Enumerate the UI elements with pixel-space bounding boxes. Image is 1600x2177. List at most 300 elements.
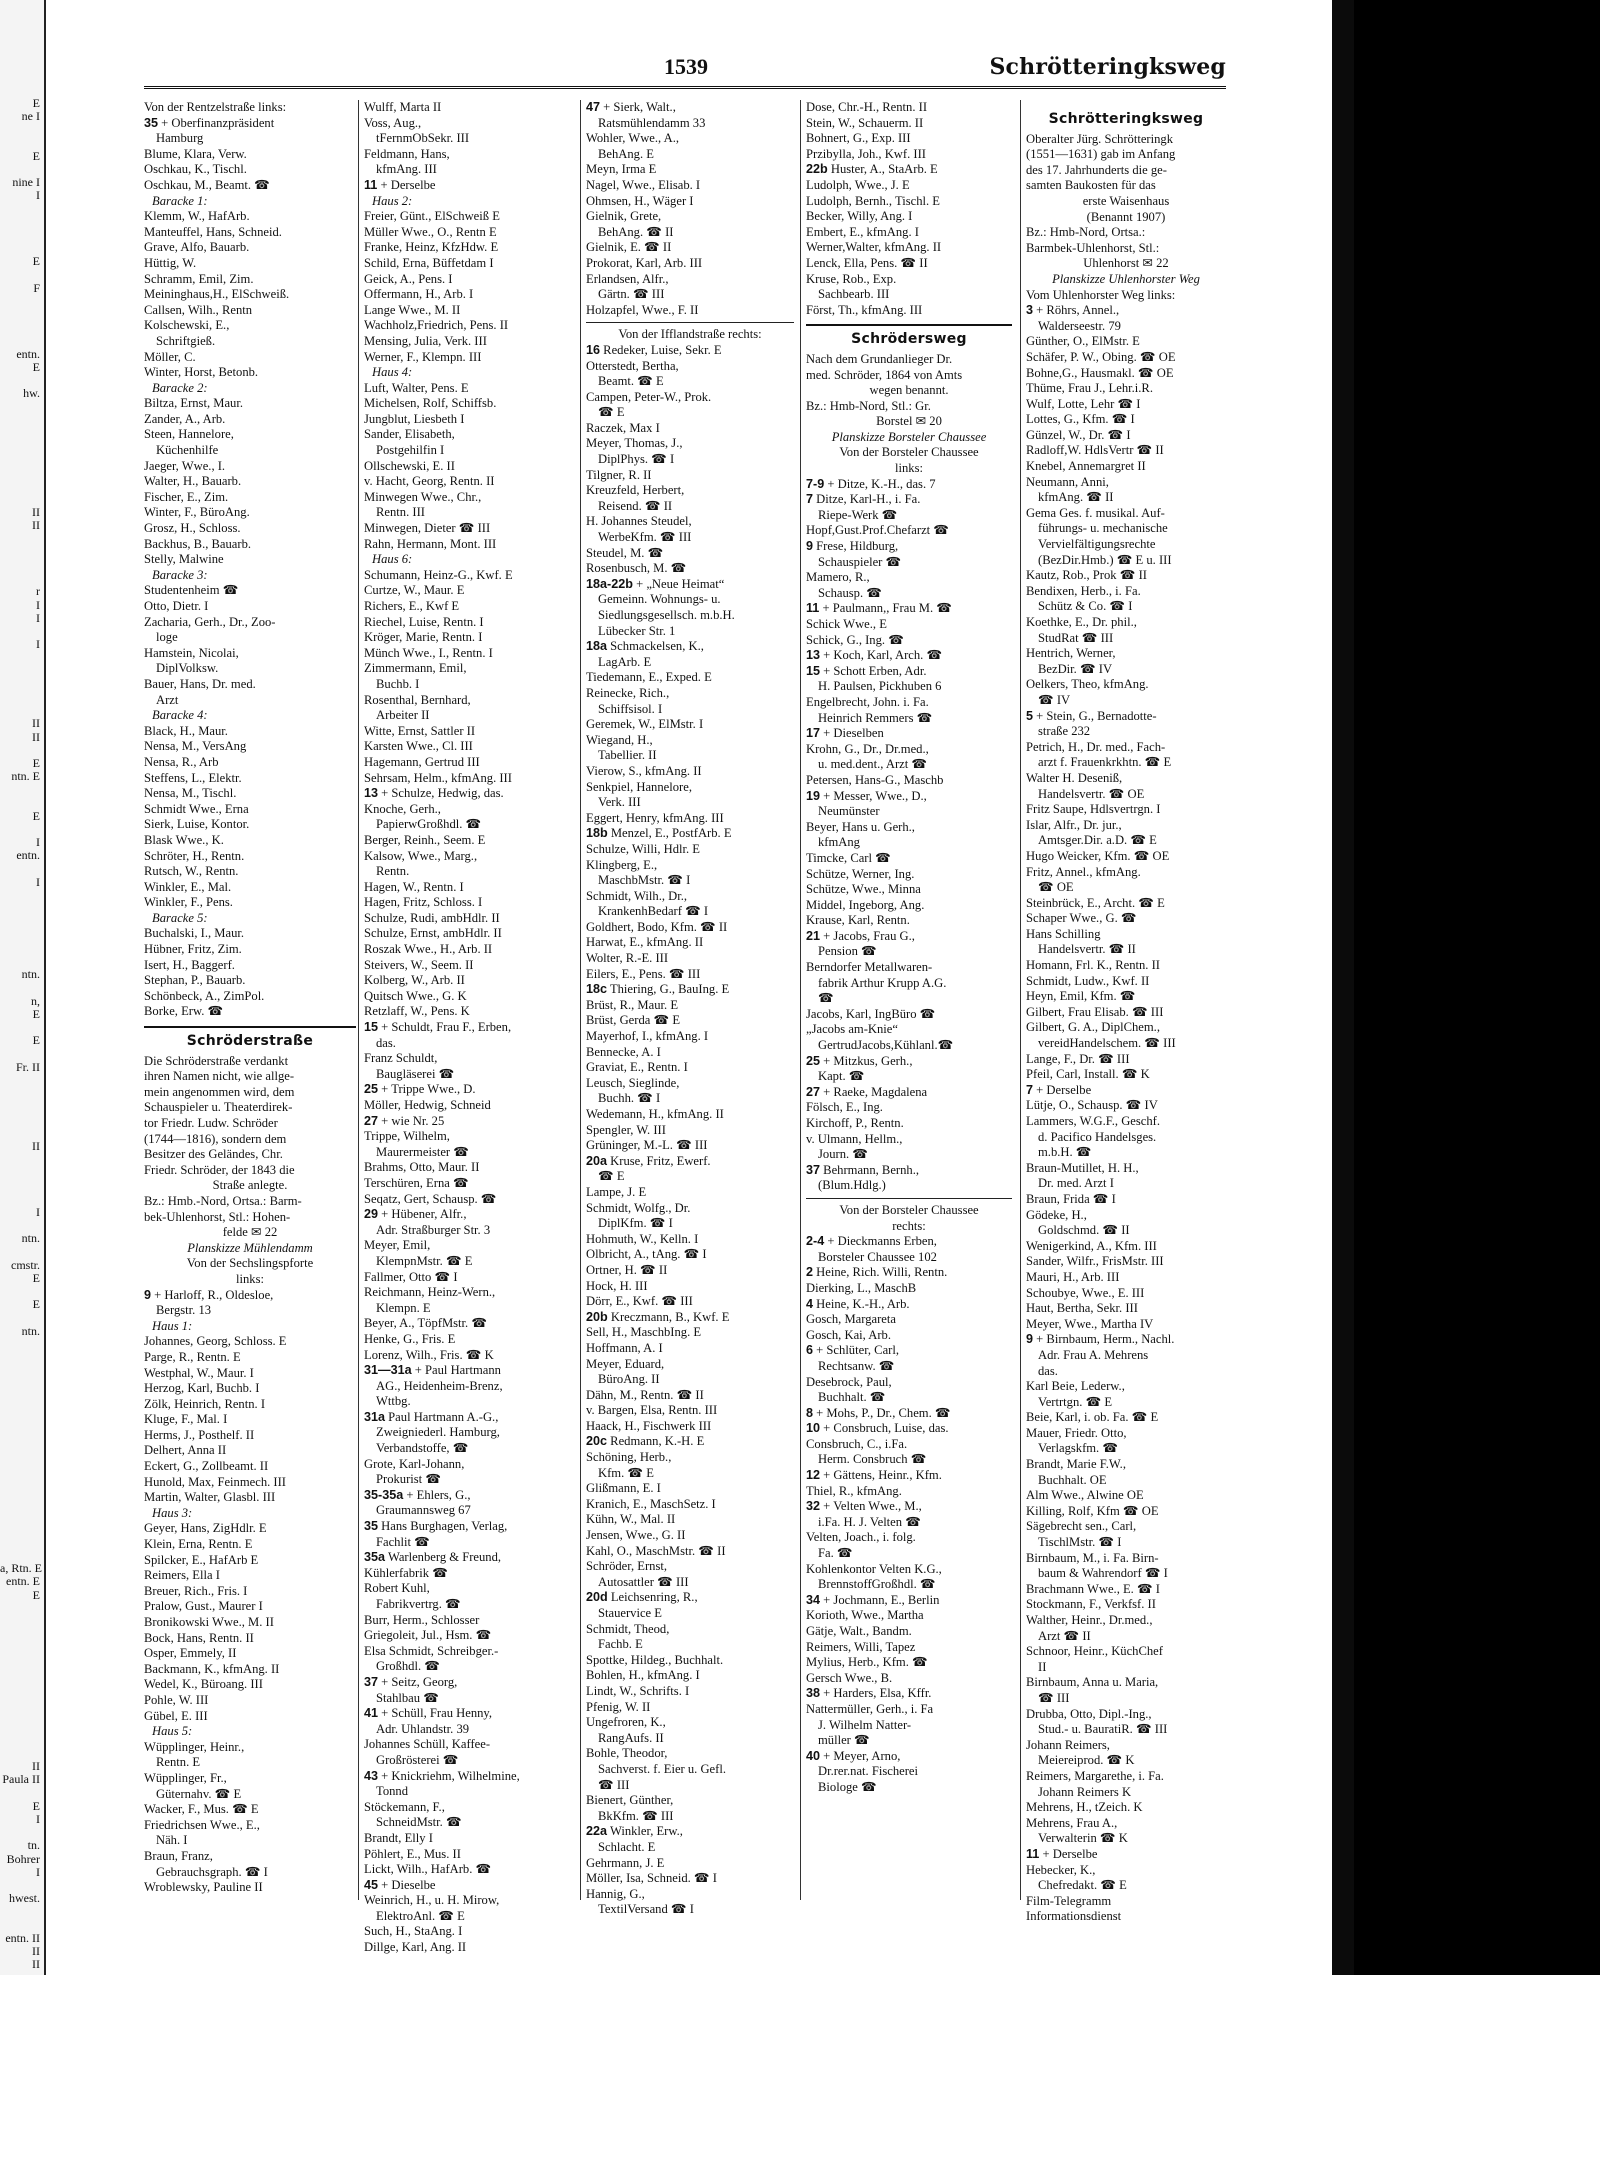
line-text: Behrmann, Bernh., [823, 1162, 920, 1177]
line-text: Herzog, Karl, Buchb. I [144, 1381, 260, 1396]
resident-line [806, 272, 1012, 288]
house-number: 15 [364, 1020, 379, 1035]
line-text: Reisend. ☎ II [598, 498, 673, 513]
house-number: 35 [144, 115, 159, 130]
resident-line [586, 131, 794, 147]
line-text: Warlenberg & Freund, [387, 1550, 502, 1565]
line-text: Birnbaum, M., i. Fa. Birn- [1026, 1550, 1159, 1565]
resident-line [586, 1700, 794, 1716]
house-entry [1026, 303, 1226, 319]
resident-line [364, 521, 572, 537]
resident-line [364, 1472, 572, 1488]
line-text: Fallmer, Otto ☎ I [364, 1269, 458, 1284]
line-text: Eckert, G., Zollbeamt. II [144, 1459, 269, 1474]
resident-line [364, 1893, 572, 1909]
line-text: Handelsvertr. ☎ OE [1038, 786, 1145, 801]
building-subheading [144, 1506, 356, 1522]
line-text: Braun-Mutillet, H. H., [1026, 1160, 1139, 1175]
resident-line [364, 1223, 572, 1239]
line-text: Fabrikvertrg. ☎ [376, 1597, 461, 1611]
resident-line [144, 724, 356, 740]
line-text: Pöhlert, E., Mus. II [364, 1846, 461, 1861]
resident-line [806, 1203, 1012, 1219]
fragment-text: a, Rtn. E [0, 1561, 42, 1576]
resident-line [586, 1201, 794, 1217]
line-text: Baracke 2: [152, 380, 208, 395]
line-text: Kolschewski, E., [144, 318, 230, 333]
house-entry [806, 492, 1012, 508]
resident-line [1026, 1005, 1226, 1021]
resident-line [586, 287, 794, 303]
resident-line [806, 1452, 1012, 1468]
resident-line [364, 1659, 572, 1675]
line-text: Wiegand, H., [586, 732, 653, 747]
line-text: Chefredakt. ☎ E [1038, 1878, 1127, 1893]
line-text: Fischer, E., Zim. [144, 489, 229, 504]
fragment-text: tn. [27, 1838, 40, 1853]
resident-line [1026, 1145, 1226, 1161]
line-text: ☎ IV [1038, 692, 1071, 707]
fragment-text: Fr. II [16, 1059, 40, 1074]
resident-line [586, 592, 794, 608]
resident-line [586, 209, 794, 225]
line-text: Dierking, L., MaschB [806, 1280, 917, 1295]
resident-line [144, 1178, 356, 1194]
line-text: Haus 6: [372, 552, 413, 567]
house-number: 38 [806, 1686, 821, 1701]
line-text: Fölsch, E., Ing. [806, 1100, 883, 1115]
line-text: Raczek, Max I [586, 420, 660, 435]
line-text: Johann Reimers K [1038, 1784, 1132, 1799]
resident-line [1026, 1816, 1226, 1832]
line-text: Richers, E., Kwf E [364, 599, 460, 613]
resident-line [364, 1129, 572, 1145]
line-text: Hagen, W., Rentn. I [364, 879, 464, 894]
house-number: 7-9 [806, 476, 825, 491]
scan-edge-fringe [1332, 0, 1354, 1975]
resident-line [144, 1599, 356, 1615]
resident-line [806, 617, 1012, 633]
resident-line [806, 570, 1012, 586]
line-text: Killing, Rolf, Kfm ☎ OE [1026, 1503, 1159, 1518]
line-text: Sägebrecht sen., Carl, [1026, 1519, 1137, 1534]
line-text: Schauspieler u. Theaterdirek- [144, 1100, 293, 1115]
resident-line [586, 889, 794, 905]
resident-line [806, 633, 1012, 649]
house-entry [806, 1593, 1012, 1609]
resident-line [586, 1216, 794, 1232]
resident-line [806, 586, 1012, 602]
line-text: KrankenhBedarf ☎ I [598, 904, 709, 919]
line-text: v. Ulmann, Hellm., [806, 1131, 903, 1146]
line-text: Tonnd [376, 1784, 409, 1799]
line-text: Koethke, E., Dr. phil., [1026, 615, 1137, 629]
line-text: Herm. Consbruch ☎ [818, 1452, 927, 1467]
line-text: Kühn, W., Mal. II [586, 1512, 676, 1527]
resident-line [1026, 1863, 1226, 1879]
resident-line [144, 1116, 356, 1132]
fragment-text: r [36, 584, 40, 599]
resident-line [806, 461, 1012, 477]
line-text: Kranich, E., MaschSetz. I [586, 1496, 716, 1511]
resident-line [144, 552, 356, 568]
line-text: Ditze, Karl-H., i. Fa. [816, 492, 921, 507]
line-text: Hohmuth, W., Kelln. I [586, 1231, 699, 1246]
resident-line [144, 1802, 356, 1818]
resident-line [364, 1332, 572, 1348]
house-number: 7 [1026, 1082, 1034, 1097]
resident-line [806, 1250, 1012, 1266]
resident-line [586, 686, 794, 702]
line-text: Bendixen, Herb., i. Fa. [1026, 583, 1141, 598]
line-text: Rechtsanw. ☎ [818, 1358, 895, 1373]
resident-line [364, 1924, 572, 1940]
resident-line [1026, 490, 1226, 506]
line-text: Winkler, F., Pens. [144, 895, 233, 910]
line-text: (Blum.Hdlg.) [818, 1178, 886, 1193]
line-text: Neumann, Anni, [1026, 474, 1109, 489]
resident-line [144, 958, 356, 974]
resident-line [364, 849, 572, 865]
resident-line [1026, 443, 1226, 459]
line-text: + Röhrs, Annel., [1036, 303, 1120, 318]
line-text: Kröger, Marie, Rentn. I [364, 630, 483, 645]
resident-line [806, 1608, 1012, 1624]
resident-line [144, 755, 356, 771]
resident-line [1026, 132, 1226, 148]
line-text: Hebecker, K., [1026, 1862, 1096, 1877]
resident-line [1026, 568, 1226, 584]
resident-line [586, 1232, 794, 1248]
house-entry [1026, 1332, 1226, 1348]
resident-line [364, 755, 572, 771]
line-text: Gielnik, Grete, [586, 209, 662, 224]
line-text: Planskizze Borsteler Chaussee [831, 429, 987, 444]
line-text: tor Friedr. Ludw. Schröder [144, 1116, 278, 1130]
resident-line [586, 272, 794, 288]
resident-line [144, 1568, 356, 1584]
resident-line [144, 505, 356, 521]
line-text: Mamero, R., [806, 570, 870, 585]
line-text: BehAng. ☎ II [598, 224, 674, 239]
resident-line [806, 1390, 1012, 1406]
line-text: Meyer, Eduard, [586, 1356, 665, 1371]
line-text: + Velten Wwe., M., [823, 1499, 922, 1514]
line-text: Haus 3: [152, 1505, 193, 1520]
fragment-text: hwest. [9, 1891, 40, 1906]
resident-line [586, 561, 794, 577]
house-entry [806, 1163, 1012, 1179]
resident-line [1026, 1675, 1226, 1691]
resident-line [144, 1256, 356, 1272]
line-text: Fachlit ☎ [376, 1534, 430, 1549]
line-text: Terschüren, Erna ☎ [364, 1175, 469, 1190]
line-text: Alm Wwe., Alwine OE [1026, 1488, 1144, 1503]
line-text: Pfenig, W. II [586, 1699, 651, 1714]
resident-line [144, 1085, 356, 1101]
line-text: Robert Kuhl, [364, 1581, 430, 1596]
line-text: Brandt, Marie F.W., [1026, 1457, 1126, 1472]
house-number: 27 [806, 1084, 821, 1099]
line-text: Sierk, Luise, Kontor. [144, 817, 250, 832]
resident-line [364, 209, 572, 225]
resident-line [144, 1521, 356, 1537]
resident-line [364, 1737, 572, 1753]
resident-line [364, 771, 572, 787]
line-text: Engelbrecht, John. i. Fa. [806, 694, 929, 709]
line-text: Adr. Straßburger Str. 3 [376, 1222, 491, 1237]
line-text: DiplKfm. ☎ I [598, 1216, 673, 1231]
resident-line [144, 615, 356, 631]
line-text: Fritz Saupe, Hdlsvertrgn. I [1026, 802, 1161, 817]
line-text: Brüst, Gerda ☎ E [586, 1013, 681, 1028]
resident-line [144, 1537, 356, 1553]
resident-line [1026, 1488, 1226, 1504]
line-text: Mehrens, Frau A., [1026, 1815, 1118, 1830]
line-text: Petersen, Hans-G., Maschb [806, 772, 944, 787]
fragment-text: E [32, 254, 40, 269]
line-text: Nagel, Wwe., Elisab. I [586, 177, 701, 192]
line-text: GertrudJacobs,Kühlanl.☎ [818, 1038, 954, 1053]
fragment-text: cmstr. [11, 1257, 40, 1272]
line-text: MaschbMstr. ☎ I [598, 873, 691, 888]
line-text: Hentrich, Werner, [1026, 646, 1116, 661]
house-entry [806, 726, 1012, 742]
line-text: Bz.: Hmb-Nord, Stl.: Gr. [806, 398, 931, 413]
line-text: Weinrich, H., u. H. Mirow, [364, 1893, 500, 1908]
line-text: Hamstein, Nicolai, [144, 645, 239, 660]
line-text: links: [895, 461, 923, 476]
resident-line [144, 240, 356, 256]
line-text: Bohle, Theodor, [586, 1746, 668, 1761]
house-number: 43 [364, 1768, 379, 1783]
column-divider [580, 100, 581, 1900]
line-text: Lorenz, Wilh., Fris. ☎ K [364, 1347, 494, 1362]
line-text: Witte, Ernst, Sattler II [364, 723, 476, 738]
line-text: Lindt, W., Schrifts. I [586, 1683, 690, 1698]
line-text: Black, H., Maur. [144, 723, 228, 738]
resident-line [806, 240, 1012, 256]
resident-line [806, 1562, 1012, 1578]
resident-line [1026, 397, 1226, 413]
line-text: Griegoleit, Jul., Hsm. ☎ [364, 1628, 492, 1643]
running-head: Schrötteringksweg [989, 54, 1226, 80]
line-text: Eggert, Henry, kfmAng. III [586, 810, 724, 825]
line-text: KlempnMstr. ☎ E [376, 1253, 473, 1268]
fragment-text: Bohrer [6, 1851, 40, 1866]
line-text: Meyer, Thomas, J., [586, 436, 683, 451]
line-text: Geyer, Hans, ZigHdlr. E [144, 1521, 267, 1536]
resident-line [364, 131, 572, 147]
line-text: Walter H. Deseniß, [1026, 770, 1123, 785]
line-text: Schaper Wwe., G. ☎ [1026, 911, 1137, 926]
fragment-text: entn. II [5, 1930, 40, 1945]
house-number: 4 [806, 1296, 814, 1311]
building-subheading [364, 552, 572, 568]
resident-line [144, 1350, 356, 1366]
resident-line [806, 1484, 1012, 1500]
line-text: Schoubye, Wwe., E. III [1026, 1285, 1145, 1300]
house-entry [364, 1769, 572, 1785]
house-entry [806, 1406, 1012, 1422]
fragment-text: I [36, 597, 40, 612]
line-text: + Birnbaum, Herm., Nachl. [1036, 1332, 1175, 1347]
line-text: AG., Heidenheim-Brenz, [376, 1378, 503, 1393]
line-text: Walter, H., Bauarb. [144, 474, 242, 489]
line-text: Möller, Isa, Schneid. ☎ I [586, 1871, 717, 1886]
house-entry [144, 1288, 356, 1304]
fragment-text: hw. [23, 386, 40, 401]
resident-line [586, 1419, 794, 1435]
line-text: Gersch Wwe., B. [806, 1670, 893, 1685]
house-entry [806, 1054, 1012, 1070]
resident-line [1026, 974, 1226, 990]
house-entry [1026, 1847, 1226, 1863]
resident-line [144, 537, 356, 553]
line-text: (1744—1816), sondern dem [144, 1131, 287, 1146]
house-entry [1026, 1083, 1226, 1099]
line-text: + Jochmann, E., Berlin [823, 1592, 940, 1607]
fragment-text: I [36, 637, 40, 652]
resident-line [586, 256, 794, 272]
line-text: Johann Reimers, [1026, 1737, 1110, 1752]
resident-line [144, 1880, 356, 1896]
resident-line [364, 240, 572, 256]
resident-line [364, 381, 572, 397]
resident-line [806, 1640, 1012, 1656]
line-text: Geremek, W., ElMstr. I [586, 717, 704, 732]
line-text: Schütze, Werner, Ing. [806, 866, 915, 881]
line-text: Backhus, B., Bauarb. [144, 536, 252, 551]
line-text: TextilVersand ☎ I [598, 1902, 694, 1917]
resident-line [1026, 1286, 1226, 1302]
resident-line [144, 1194, 356, 1210]
house-entry [586, 1154, 794, 1170]
resident-line [144, 427, 356, 443]
line-text: Wedel, K., Büroang. III [144, 1677, 263, 1692]
page-gutter-line [44, 0, 46, 1975]
line-text: Uhlenhorst ✉ 22 [1083, 256, 1169, 271]
line-text: Schmidt Wwe., Erna [144, 801, 249, 816]
resident-line [806, 944, 1012, 960]
house-number: 5 [1026, 708, 1034, 723]
line-text: Korioth, Wwe., Martha [806, 1608, 924, 1623]
line-text: Verwalterin ☎ K [1038, 1831, 1128, 1846]
resident-line [806, 225, 1012, 241]
resident-line [806, 523, 1012, 539]
line-text: Delhert, Anna II [144, 1443, 227, 1458]
resident-line [1026, 1161, 1226, 1177]
resident-line [1026, 1707, 1226, 1723]
line-text: Baracke 5: [152, 910, 208, 925]
line-text: ☎ III [598, 1777, 630, 1792]
resident-line [1026, 802, 1226, 818]
street-heading: Schröderstraße [144, 1026, 356, 1052]
resident-line [806, 256, 1012, 272]
line-text: Die Schröderstraße verdankt [144, 1053, 289, 1068]
house-entry [586, 982, 794, 998]
line-text: RangAufs. II [598, 1730, 664, 1745]
house-number: 9 [1026, 1332, 1034, 1347]
line-text: Senkpiel, Hannelore, [586, 779, 692, 794]
resident-line [586, 1123, 794, 1139]
resident-line [586, 1637, 794, 1653]
resident-line [364, 1909, 572, 1925]
line-text: Harwat, E., kfmAng. II [586, 935, 704, 950]
building-subheading [364, 194, 572, 210]
resident-line [144, 1132, 356, 1148]
resident-line [1026, 833, 1226, 849]
line-text: Braun, Franz, [144, 1848, 213, 1863]
line-text: Borstel ✉ 20 [876, 414, 942, 429]
resident-line [1026, 771, 1226, 787]
resident-line [586, 1840, 794, 1856]
line-text: Reimers, Willi, Tapez [806, 1639, 916, 1654]
line-text: Bronikowski Wwe., M. II [144, 1615, 274, 1629]
line-text: Wüpplinger, Heinr., [144, 1739, 245, 1754]
line-text: Thüme, Frau J., Lehr.i.R. [1026, 381, 1153, 396]
resident-line [364, 942, 572, 958]
fragment-text: Paula II [2, 1772, 40, 1787]
resident-line [144, 1381, 356, 1397]
line-text: + Dieselbe [381, 1877, 436, 1892]
resident-line [1026, 506, 1226, 522]
resident-line [806, 508, 1012, 524]
line-text: Küchenhilfe [156, 443, 219, 458]
column-divider [358, 100, 359, 1900]
resident-line [364, 1847, 572, 1863]
line-text: Osper, Emmely, II [144, 1646, 237, 1661]
resident-line [806, 1702, 1012, 1718]
resident-line [144, 1366, 356, 1382]
line-text: Franz Schuldt, [364, 1051, 438, 1066]
resident-line [364, 427, 572, 443]
fragment-text: II [32, 1957, 40, 1972]
line-text: Bienert, Günther, [586, 1793, 674, 1808]
previous-page-edge [0, 0, 46, 1975]
line-text: Winkler, Erw., [609, 1824, 683, 1839]
line-text: (1551—1631) gab im Anfang [1026, 147, 1176, 162]
fragment-text: I [36, 188, 40, 203]
resident-line [586, 1325, 794, 1341]
resident-line [586, 327, 794, 343]
house-number: 7 [806, 492, 814, 507]
house-number: 10 [806, 1421, 821, 1436]
resident-line [806, 1219, 1012, 1235]
resident-line [364, 116, 572, 132]
column-5 [1026, 100, 1226, 1925]
resident-line [364, 318, 572, 334]
line-text: Klein, Erna, Rentn. E [144, 1537, 253, 1552]
resident-line [586, 1185, 794, 1201]
resident-line [586, 1497, 794, 1513]
house-entry [364, 1706, 572, 1722]
line-text: + Meyer, Arno, [823, 1748, 901, 1763]
directory-page [144, 40, 1226, 1960]
resident-line [144, 630, 356, 646]
resident-line [586, 842, 794, 858]
house-entry [586, 577, 794, 593]
resident-line [144, 1553, 356, 1569]
house-number: 18b [586, 826, 608, 841]
line-text: Stephan, P., Bauarb. [144, 973, 246, 988]
line-text: LagArb. E [598, 654, 652, 669]
resident-line [364, 1597, 572, 1613]
line-text: Heyn, Emil, Kfm. ☎ [1026, 989, 1136, 1004]
line-text: Sander, Wilfr., FrisMstr. III [1026, 1254, 1164, 1269]
resident-line [586, 608, 794, 624]
fragment-text: E [32, 808, 40, 823]
